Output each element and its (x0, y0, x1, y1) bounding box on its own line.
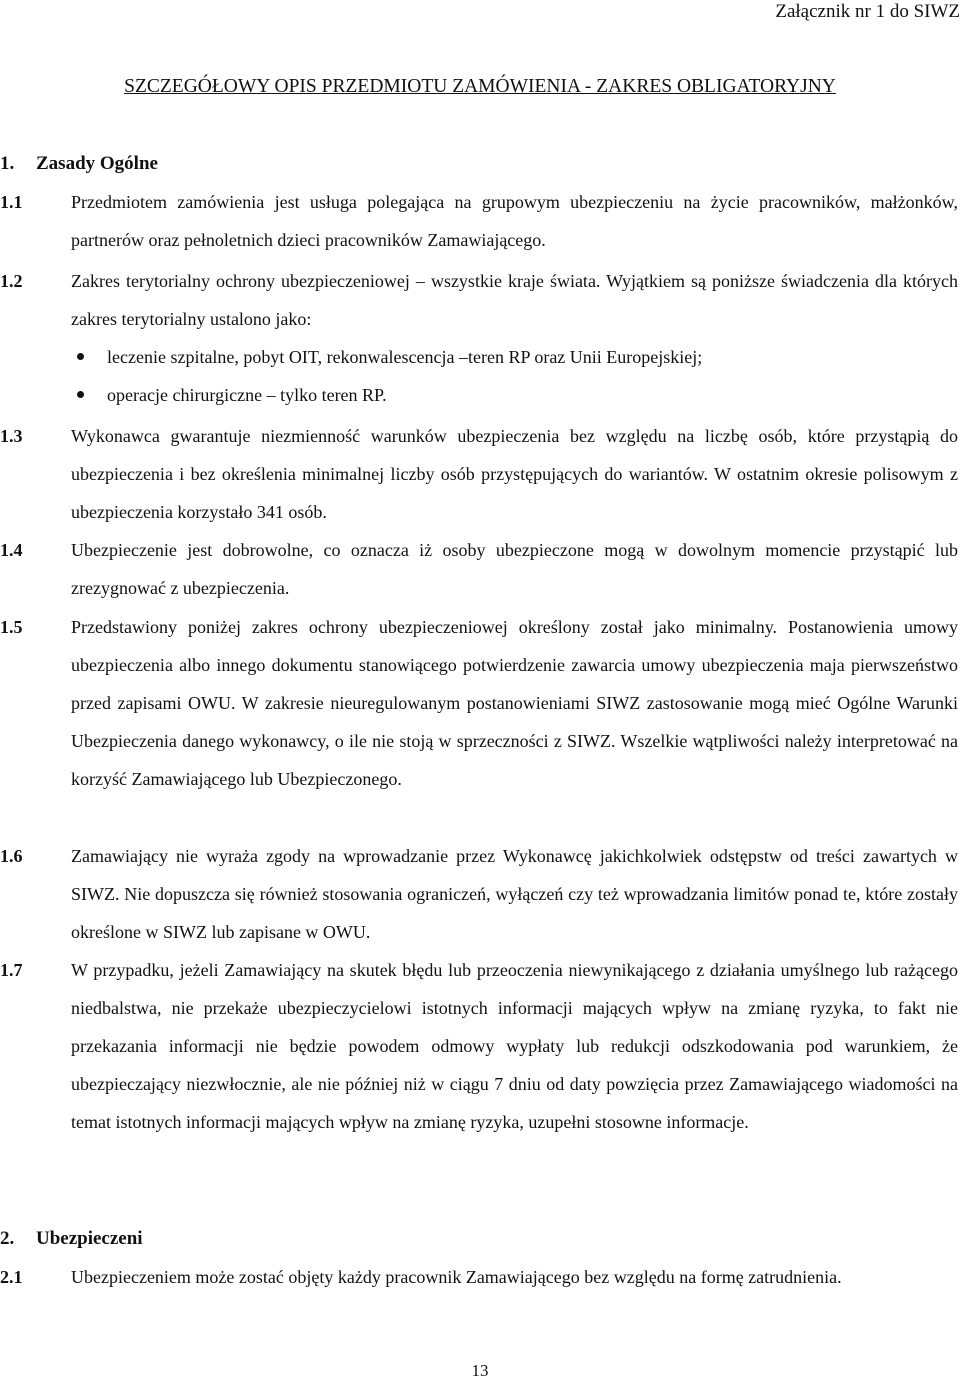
paragraph-number: 1.4 (0, 540, 23, 560)
paragraph-text: Przedmiotem zamówienia jest usługa polegająca na grupowym ubezpieczeniu na życie pracowników, małżonków, partnerów oraz pełnoletnich dzieci pracowników Zamawiającego. (71, 192, 958, 250)
list-item-text: leczenie szpitalne, pobyt OIT, rekonwalescencja –teren RP oraz Unii Europejskiej; (107, 347, 703, 367)
paragraph-number: 1.1 (0, 192, 23, 212)
section-number: 2. (0, 1228, 15, 1249)
list-item-text: operacje chirurgiczne – tylko teren RP. (107, 385, 387, 405)
section-heading-2 (0, 1227, 143, 1251)
paragraph-1-2 (0, 262, 958, 414)
page-number: 13 (471, 1361, 489, 1380)
paragraph-text: Wykonawca gwarantuje niezmienność warunków ubezpieczenia bez względu na liczbę osób, które przystąpią do ubezpieczenia i bez określenia minimalnej liczby osób przystępujących do wariantów. W ostatnim okresie polisowym z ubezpieczenia korzystało 341 osób. (71, 426, 958, 522)
document-title: SZCZEGÓŁOWY OPIS PRZEDMIOTU ZAMÓWIENIA - ZAKRES OBLIGATORYJNY (124, 76, 836, 97)
section-title: Zasady Ogólne (36, 153, 158, 174)
paragraph-2-1 (0, 1258, 958, 1296)
paragraph-text: Zamawiający nie wyraża zgody na wprowadzanie przez Wykonawcę jakichkolwiek odstępstw od treści zawartych w SIWZ. Nie dopuszcza się również stosowania ograniczeń, wyłączeń czy też wprowadzania limitów ponad te, które zostały określone w SIWZ lub zapisane w OWU. (71, 846, 958, 942)
paragraph-1-4 (0, 531, 958, 607)
paragraph-1-7 (0, 951, 958, 1141)
paragraph-number: 1.2 (0, 271, 23, 291)
attachment-label: Załącznik nr 1 do SIWZ (775, 1, 960, 22)
section-number: 1. (0, 153, 15, 174)
section-heading-1 (0, 152, 158, 176)
paragraph-text: W przypadku, jeżeli Zamawiający na skutek błędu lub przeoczenia niewynikającego z działania umyślnego lub rażącego niedbalstwa, nie przekaże ubezpieczycielowi istotnych informacji mających wpływ na zmianę ryzyka, to fakt nie przekazania informacji nie będzie powodem odmowy wypłaty lub redukcji odszkodowania pod warunkiem, że ubezpieczający niezwłocznie, ale nie później niż w ciągu 7 dniu od daty powzięcia przez Zamawiającego wiadomości na temat istotnych informacji mających wpływ na zmianę ryzyka, uzupełni stosowne informacje. (71, 960, 958, 1132)
list-item (107, 338, 958, 376)
paragraph-number: 1.7 (0, 960, 23, 980)
paragraph-1-5 (0, 608, 958, 798)
bullet-icon (77, 353, 84, 360)
paragraph-number: 1.3 (0, 426, 23, 446)
section-title: Ubezpieczeni (36, 1228, 143, 1249)
paragraph-1-3 (0, 417, 958, 531)
paragraph-number: 1.5 (0, 617, 23, 637)
list-item (107, 376, 958, 414)
paragraph-text: Ubezpieczeniem może zostać objęty każdy pracownik Zamawiającego bez względu na formę zatrudnienia. (71, 1267, 842, 1287)
paragraph-text: Ubezpieczenie jest dobrowolne, co oznacza iż osoby ubezpieczone mogą w dowolnym momencie przystąpić lub zrezygnować z ubezpieczenia. (71, 540, 958, 598)
territorial-exceptions-list (0, 338, 958, 414)
paragraph-1-6 (0, 837, 958, 951)
bullet-icon (77, 391, 84, 398)
paragraph-text: Zakres terytorialny ochrony ubezpieczeniowej – wszystkie kraje świata. Wyjątkiem są poniższe świadczenia dla których zakres terytorialny ustalono jako: (71, 271, 958, 329)
paragraph-1-1 (0, 183, 958, 259)
paragraph-text: Przedstawiony poniżej zakres ochrony ubezpieczeniowej określony został jako minimalny. Postanowienia umowy ubezpieczenia albo innego dokumentu stanowiącego potwierdzenie zawarcia umowy ubezpieczenia maja pierwszeństwo przed zapisami OWU. W zakresie nieuregulowanym postanowieniami SIWZ zastosowanie mogą mieć Ogólne Warunki Ubezpieczenia danego wykonawcy, o ile nie stoją w sprzeczności z SIWZ. Wszelkie wątpliwości należy interpretować na korzyść Zamawiającego lub Ubezpieczonego. (71, 617, 958, 789)
paragraph-number: 2.1 (0, 1267, 23, 1287)
paragraph-number: 1.6 (0, 846, 23, 866)
